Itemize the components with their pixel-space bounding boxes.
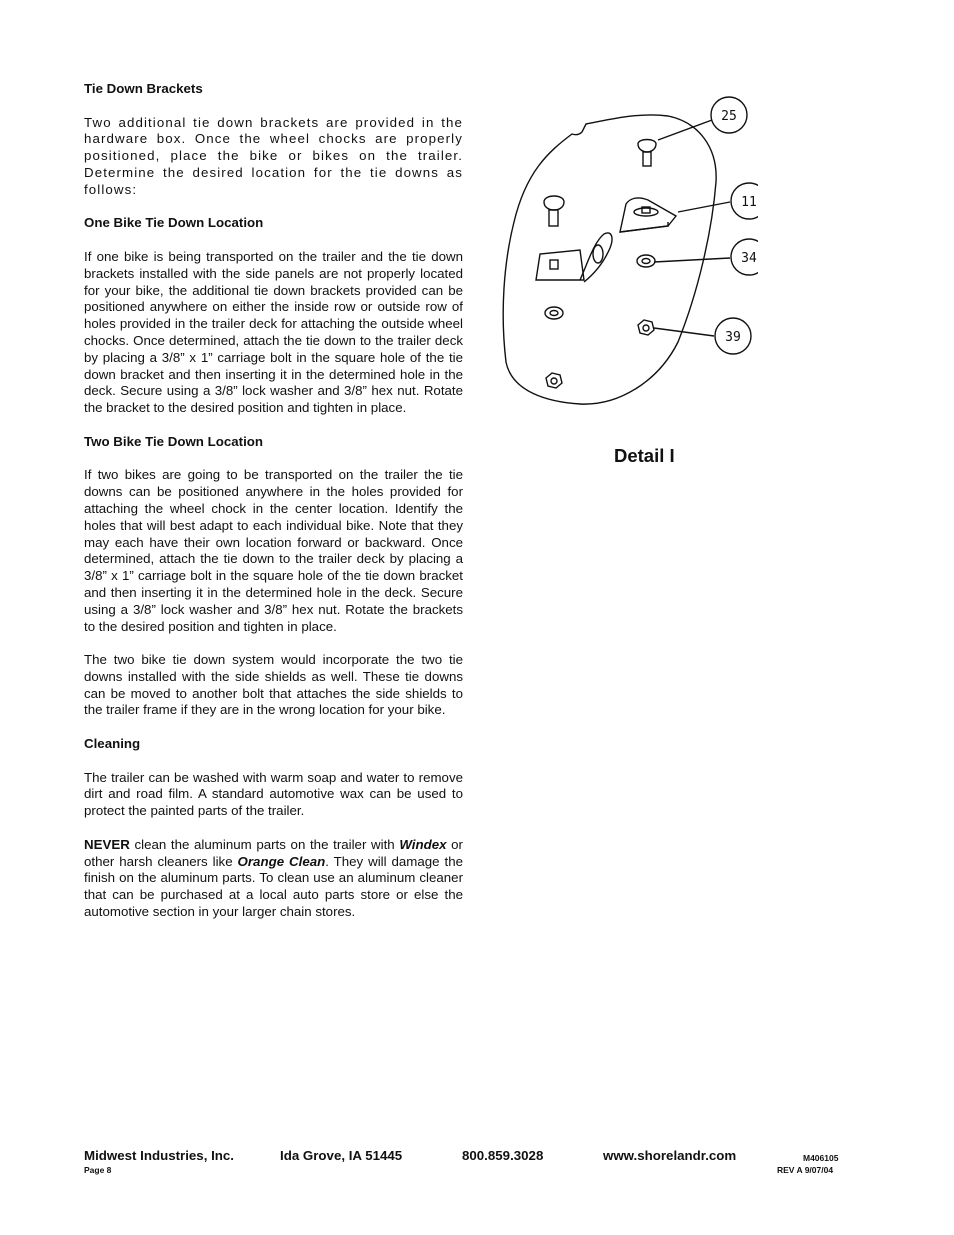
lock-washer-left (545, 307, 563, 319)
footer-doc-number: M406105 (803, 1153, 839, 1163)
callout-label-25: 25 (721, 109, 737, 124)
heading-cleaning: Cleaning (84, 736, 141, 752)
cleaning-paragraph-1: The trailer can be washed with warm soap and water to remove dirt and road film. A standard automotive wax can be used to protect the painted parts of the trailer. (84, 769, 463, 819)
callout-label-34: 34 (741, 251, 757, 266)
detail-i-diagram (498, 92, 758, 414)
two-bike-paragraph-1: If two bikes are going to be transported on the trailer the tie downs can be positioned anywhere in the holes provided for attaching the wheel chock in the center location. Identify the holes that will best adapt to each individual bike. Note that they may each have their own location forward or backward. Once determined, attach the tie down to the trailer deck by placing a 3/8” x 1” carriage bolt in the square hole of the tie down bracket and then inserting it in the determined hole in the deck. Secure using a 3/8” lock washer and 3/8” hex nut. Rotate the brackets to the desired position and tighten in place. (84, 467, 463, 634)
text-column (84, 81, 463, 938)
cleaning-text-c: . They will damage the finish on the aluminum parts. To clean use an aluminum cleaner that can be purchased at a local auto parts store or else the automotive section in your larger chain stores. (84, 853, 463, 920)
carriage-bolt-left (544, 196, 564, 226)
tie-down-intro-paragraph: Two additional tie down brackets are provided in the hardware box. Once the wheel chocks are properly positioned, place the bike or bikes on the trailer. Determine the desired location for the tie downs as follows: (84, 114, 463, 197)
heading-one-bike: One Bike Tie Down Location (84, 215, 264, 231)
footer-website: www.shorelandr.com (603, 1148, 737, 1163)
footer-revision: REV A 9/07/04 (777, 1165, 834, 1175)
cleaning-paragraph-2 (84, 837, 463, 921)
callout-label-11: 11 (741, 195, 757, 210)
windex-emphasis: Windex (399, 836, 447, 852)
footer-phone: 800.859.3028 (462, 1148, 544, 1163)
hex-nut-right (638, 320, 654, 335)
figure-caption: Detail I (614, 445, 675, 466)
one-bike-paragraph: If one bike is being transported on the trailer and the tie down brackets installed with the side panels are not properly located for your bike, the additional tie down brackets provided can be positioned anywhere on either the inside row or outside row of holes provided in the trailer deck for attaching the outside wheel chocks. Once determined, attach the tie down to the trailer deck by placing a 3/8” x 1” carriage bolt in the square hole of the tie down bracket and then inserting it in the determined hole in the deck. Secure using a 3/8” lock washer and 3/8” hex nut. Rotate the bracket to the desired position and tighten in place. (84, 248, 463, 416)
cleaning-text-a: clean the aluminum parts on the trailer with (129, 836, 400, 852)
footer-page-number: Page 8 (84, 1165, 112, 1175)
carriage-bolt-top (638, 140, 656, 167)
heading-two-bike: Two Bike Tie Down Location (84, 433, 264, 449)
tie-down-bracket-left (536, 233, 612, 282)
deck-plate-outline (503, 115, 716, 404)
two-bike-paragraph-2: The two bike tie down system would incorporate the two tie downs installed with the side shields as well. These tie downs can be moved to another bolt that attaches the side shields to the trailer frame if they are in the wrong location for your bike. (84, 652, 463, 718)
callout-label-39: 39 (725, 330, 741, 345)
footer-company: Midwest Industries, Inc. (84, 1148, 234, 1163)
cleaning-text-b: or other harsh cleaners like (84, 836, 463, 869)
tie-down-bracket-right (620, 198, 676, 232)
footer-city: Ida Grove, IA 51445 (280, 1148, 403, 1163)
heading-tie-down-brackets: Tie Down Brackets (84, 81, 203, 96)
orange-clean-emphasis: Orange Clean (237, 853, 326, 869)
never-emphasis: NEVER (84, 836, 130, 852)
hex-nut-left (546, 373, 562, 388)
lock-washer-right (637, 255, 655, 267)
